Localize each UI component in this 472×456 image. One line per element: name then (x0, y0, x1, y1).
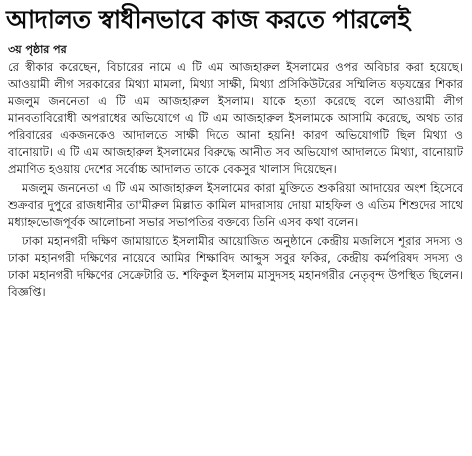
article-body (8, 59, 463, 301)
continuation-label: ৩য় পৃষ্ঠার পর (8, 43, 67, 56)
article-paragraph: রে স্বীকার করেছেন, বিচারের নামে এ টি এম আজহারুল ইসলামের ওপর অবিচার করা হয়েছে। আওয়ামী লীগ সরকারের মিথ্যা মামলা, মিথ্যা সাক্ষী, মিথ্যা প্রসিকিউটরের সম্মিলিত ষড়যন্ত্রের শিকার মজলুম জননেতা এ টি এম আজহারুল ইসলাম। যাকে হত্যা করেছে বলে আওয়ামী লীগ মানবতাবিরোধী অপরাধের অভিযোগে এ টি এম আজহারুল ইসলামকে আসামি করেছে, অথচ তার পরিবারের একজনকেও আদালতে সাক্ষী দিতে আনা হয়নি! কারণ অভিযোগটি ছিল মিথ্যা ও বানোয়াট। এ টি এম আজহারুল ইসলামের বিরুদ্ধে আনীত সব অভিযোগ আদালতে মিথ্যা, বানোয়াট প্রমাণিত হওয়ায় দেশের সর্বোচ্চ আদালত তাকে বেকসুর খালাস দিয়েছেন। (8, 60, 463, 176)
headline: আদালত স্বাধীনভাবে কাজ করতে পারলেই (6, 5, 410, 34)
article-paragraph: মজলুম জননেতা এ টি এম আজাহারুল ইসলামের কারা মুক্তিতে শুকরিয়া আদায়ের অংশ হিসেবে শুক্রবার দুপুরে রাজধানীর তা'মীরুল মিল্লাত কামিল মাদরাসায় দোয়া মাহফিল ও এতিম শিশুদের সাথে মধ্যাহ্নভোজপূর্বক আলোচনা সভার সভাপতির বক্তব্যে তিনি এসব কথা বলেন। (8, 181, 463, 229)
article-paragraph: ঢাকা মহানগরী দক্ষিণ জামায়াতে ইসলামীর আয়োজিত অনুষ্ঠানে কেন্দ্রীয় মজলিসে শূরার সদস্য ও ঢাকা মহানগরী দক্ষিণের নায়েবে আমির শিক্ষাবিদ আব্দুস সবুর ফকির, কেন্দ্রীয় কর্মপরিষদ সদস্য ও ঢাকা মহানগরী দক্ষিণের সেক্রেটারি ড. শফিকুল ইসলাম মাসুদসহ মহানগরীর নেতৃবৃন্দ উপস্থিত ছিলেন। বিজ্ঞপ্তি। (8, 234, 463, 299)
